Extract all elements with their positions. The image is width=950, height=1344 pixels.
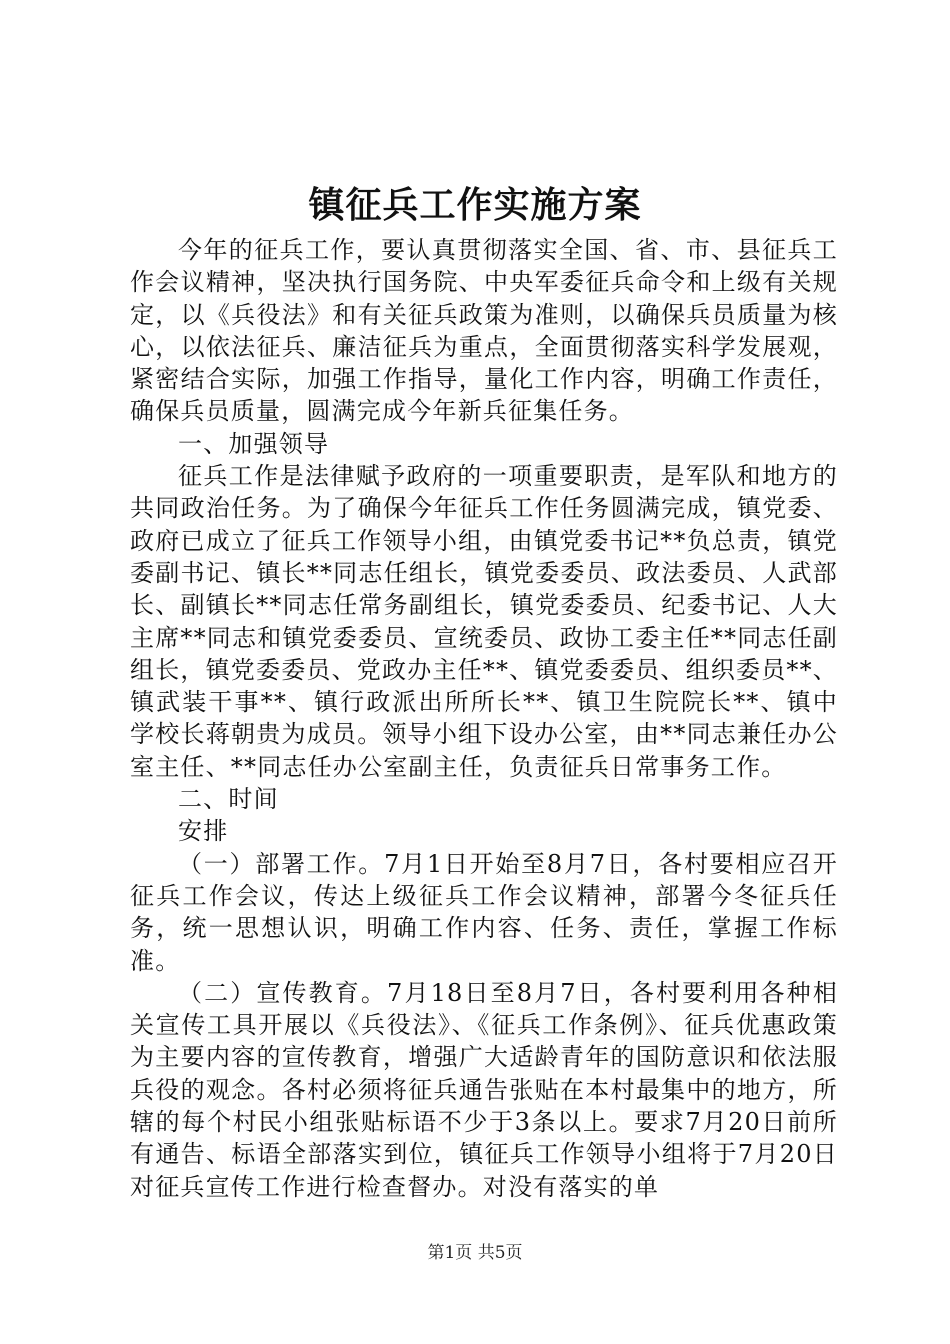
section-heading-arrangement: 安排 <box>178 817 229 846</box>
document-body <box>130 234 838 1203</box>
page-title: 镇征兵工作实施方案 <box>308 184 642 226</box>
section-heading-time: 二、时间 <box>178 785 279 814</box>
publicity-paragraph: （二）宣传教育。7月18日至8月7日，各村要利用各种相关宣传工具开展以《兵役法》、《征兵工作条例》、征兵优惠政策为主要内容的宣传教育，增强广大适龄青年的国防意识和依法服兵役的观念。各村必须将征兵通告张贴在本村最集中的地方，所辖的每个村民小组张贴标语不少于3条以上。要求7月20日前所有通告、标语全部落实到位，镇征兵工作领导小组将于7月20日对征兵宣传工作进行检查督办。对没有落实的单 <box>130 978 838 1201</box>
page-footer: 第1页 共5页 <box>427 1243 523 1263</box>
intro-paragraph: 今年的征兵工作，要认真贯彻落实全国、省、市、县征兵工作会议精神，坚决执行国务院、中央军委征兵命令和上级有关规定，以《兵役法》和有关征兵政策为准则，以确保兵员质量为核心，以依法征兵、廉洁征兵为重点，全面贯彻落实科学发展观，紧密结合实际，加强工作指导，量化工作内容，明确工作责任，确保兵员质量，圆满完成今年新兵征集任务。 <box>130 236 838 426</box>
section-heading-leadership: 一、加强领导 <box>178 429 330 458</box>
deployment-paragraph: （一）部署工作。7月1日开始至8月7日，各村要相应召开征兵工作会议，传达上级征兵工作会议精神，部署今冬征兵任务，统一思想认识，明确工作内容、任务、责任，掌握工作标准。 <box>130 849 838 975</box>
leadership-paragraph: 征兵工作是法律赋予政府的一项重要职责，是军队和地方的共同政治任务。为了确保今年征兵工作任务圆满完成，镇党委、政府已成立了征兵工作领导小组，由镇党委书记**负总责，镇党委副书记、镇长**同志任组长，镇党委委员、政法委员、人武部长、副镇长**同志任常务副组长，镇党委委员、纪委书记、人大主席**同志和镇党委委员、宣统委员、政协工委主任**同志任副组长，镇党委委员、党政办主任**、镇党委委员、组织委员**、镇武装干事**、镇行政派出所所长**、镇卫生院院长**、镇中学校长蒋朝贵为成员。领导小组下设办公室，由**同志兼任办公室主任、**同志任办公室副主任，负责征兵日常事务工作。 <box>130 462 838 781</box>
